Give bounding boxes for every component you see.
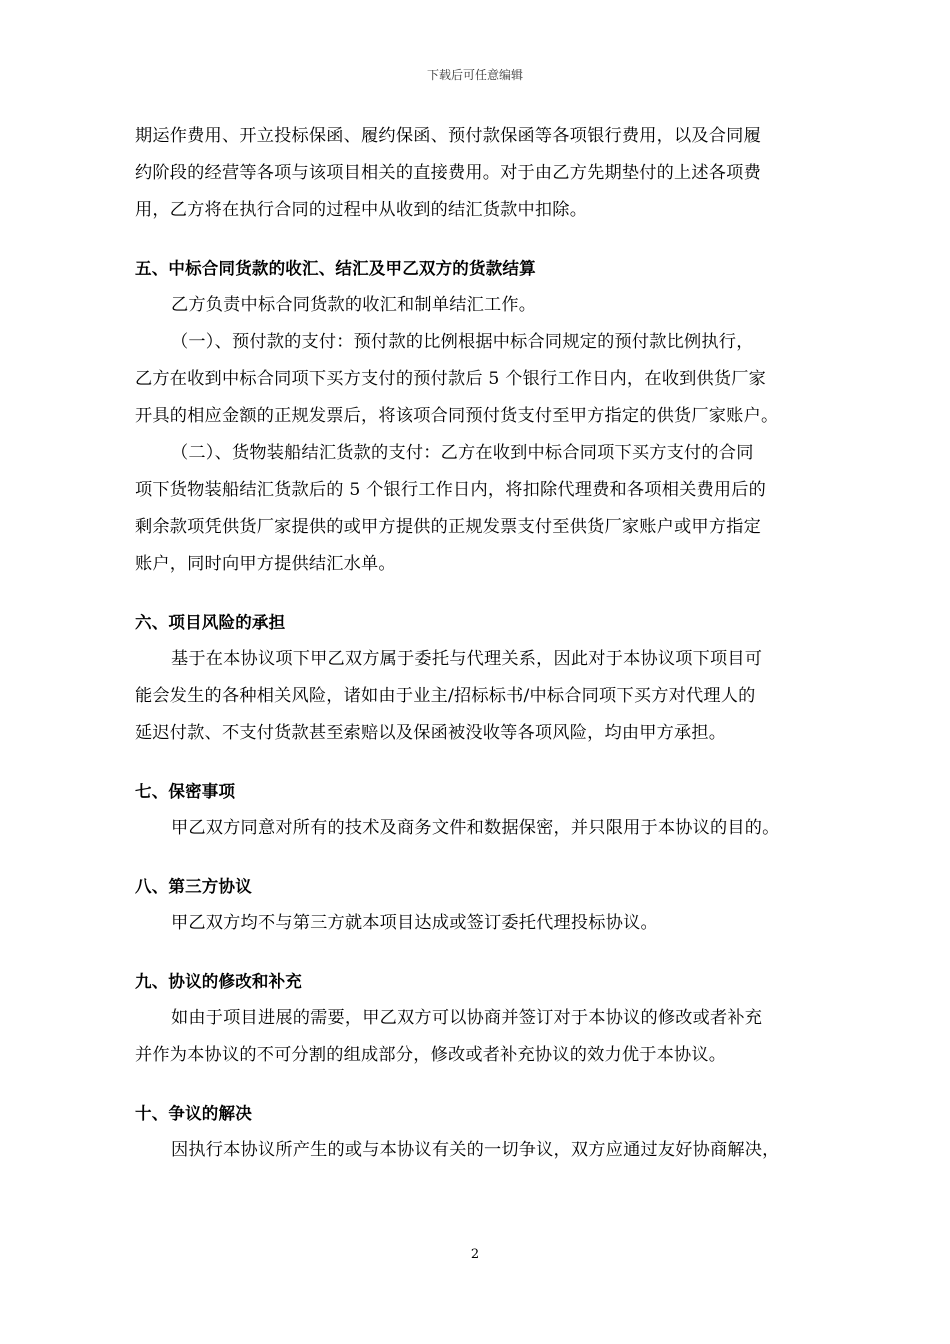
text-line: 剩余款项凭供货厂家提供的或甲方提供的正规发票支付至供货厂家账户或甲方指定	[135, 517, 761, 537]
text-line: （一）、预付款的支付：预付款的比例根据中标合同规定的预付款比例执行，	[171, 332, 754, 352]
page-number: 2	[470, 1247, 480, 1262]
text-line: 用，乙方将在执行合同的过程中从收到的结汇货款中扣除。	[135, 200, 588, 220]
text-line: 基于在本协议项下甲乙双方属于委托与代理关系，因此对于本协议项下项目可	[171, 649, 763, 669]
text-line: 并作为本协议的不可分割的组成部分，修改或者补充协议的效力优于本协议。	[135, 1045, 727, 1065]
section-heading: 九、协议的修改和补充	[135, 972, 302, 991]
text-line: 乙方负责中标合同货款的收汇和制单结汇工作。	[171, 295, 537, 315]
section-heading: 七、保密事项	[135, 782, 236, 801]
intro-paragraph	[135, 118, 837, 229]
text-line: 乙方在收到中标合同项下买方支付的预付款后 5 个银行工作日内，在收到供货厂家	[135, 369, 767, 389]
text-line: 账户，同时向甲方提供结汇水单。	[135, 554, 396, 574]
section-heading: 十、争议的解决	[135, 1104, 252, 1123]
text-line: 因执行本协议所产生的或与本协议有关的一切争议，双方应通过友好协商解决，	[171, 1140, 780, 1160]
section-10	[135, 1095, 837, 1169]
section-heading: 八、第三方协议	[135, 877, 252, 896]
text-line: （二）、货物装船结汇货款的支付：乙方在收到中标合同项下买方支付的合同	[171, 443, 754, 463]
section-9	[135, 963, 837, 1074]
text-line: 约阶段的经营等各项与该项目相关的直接费用。对于由乙方先期垫付的上述各项费	[135, 163, 761, 183]
text-line: 开具的相应金额的正规发票后，将该项合同预付货支付至甲方指定的供货厂家账户。	[135, 406, 779, 426]
text-line: 能会发生的各种相关风险，诸如由于业主/招标标书/中标合同项下买方对代理人的	[135, 686, 756, 706]
text-line: 甲乙双方同意对所有的技术及商务文件和数据保密，并只限用于本协议的目的。	[171, 818, 780, 838]
text-line: 项下货物装船结汇货款后的 5 个银行工作日内，将扣除代理费和各项相关费用后的	[135, 480, 767, 500]
section-heading: 六、项目风险的承担	[135, 613, 286, 632]
text-line: 期运作费用、开立投标保函、履约保函、预付款保函等各项银行费用，以及合同履	[135, 126, 761, 146]
header-note: 下载后可任意编辑	[426, 68, 523, 82]
section-6	[135, 604, 837, 752]
document-body	[135, 118, 837, 1169]
text-line: 甲乙双方均不与第三方就本项目达成或签订委托代理投标协议。	[171, 913, 658, 933]
section-7	[135, 773, 837, 847]
section-8	[135, 868, 837, 942]
text-line: 如由于项目进展的需要，甲乙双方可以协商并签订对于本协议的修改或者补充	[171, 1008, 763, 1028]
text-line: 延迟付款、不支付货款甚至索赔以及保函被没收等各项风险，均由甲方承担。	[135, 723, 727, 743]
section-heading: 五、中标合同货款的收汇、结汇及甲乙双方的货款结算	[135, 259, 536, 278]
section-5	[135, 250, 837, 583]
